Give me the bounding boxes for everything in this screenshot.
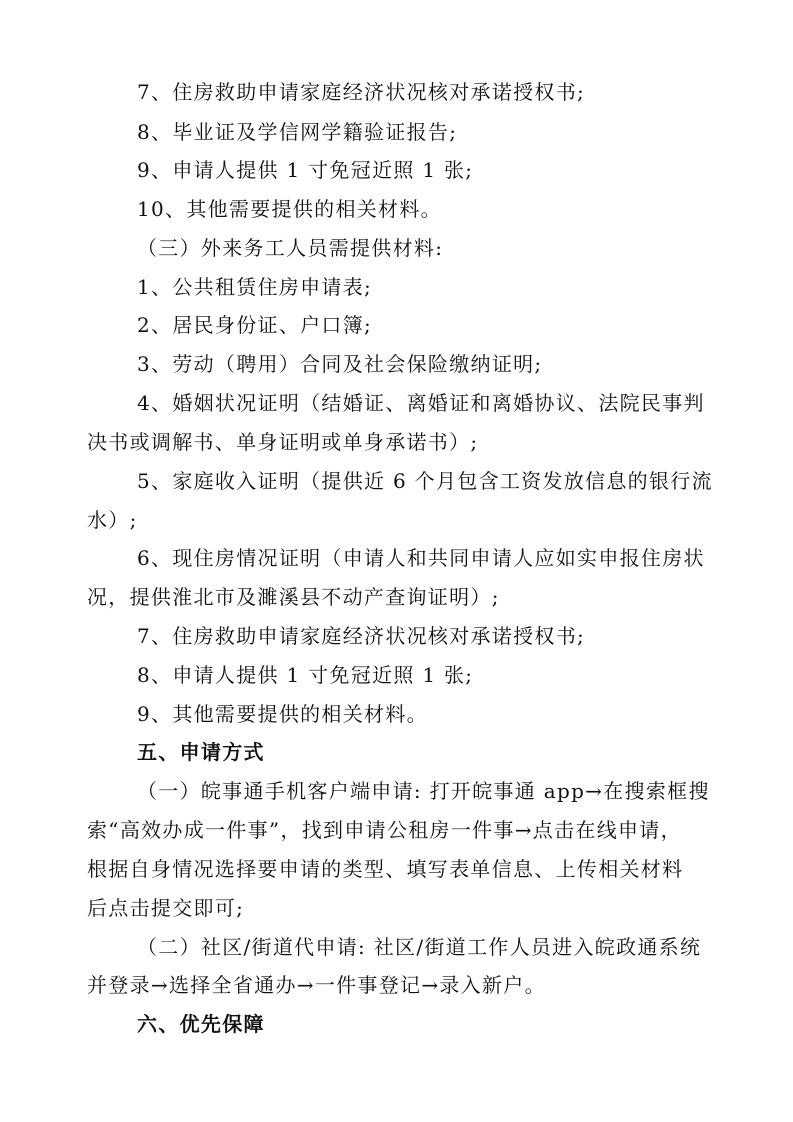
list-item: 10、其他需要提供的相关材料。 <box>137 197 442 221</box>
section-heading: 五、申请方式 <box>137 740 265 764</box>
list-item: 8、毕业证及学信网学籍验证报告; <box>137 120 458 144</box>
list-item: 7、住房救助申请家庭经济状况核对承诺授权书; <box>137 624 586 648</box>
list-item: 9、其他需要提供的相关材料。 <box>137 702 428 726</box>
section-heading: 六、优先保障 <box>137 1012 265 1036</box>
paragraph-line: 根据自身情况选择要申请的类型、填写表单信息、上传相关材料 <box>87 857 684 881</box>
paragraph-line: 索“高效办成一件事”，找到申请公租房一件事→点击在线申请， <box>87 818 682 842</box>
list-item: 3、劳动（聘用）合同及社会保险缴纳证明; <box>137 352 543 376</box>
paragraph-line: 并登录→选择全省通办→一件事登记→录入新户。 <box>87 973 546 997</box>
paragraph-line: 后点击提交即可; <box>87 896 245 920</box>
list-item: 2、居民身份证、户口簿; <box>137 313 373 337</box>
list-item: 8、申请人提供 1 寸免冠近照 1 张; <box>137 663 474 687</box>
list-item: 4、婚姻状况证明（结婚证、离婚证和离婚协议、法院民事判 <box>137 391 705 415</box>
paragraph-line: （一）皖事通手机客户端申请: 打开皖事通 app→在搜索框搜 <box>137 779 710 803</box>
list-item: 9、申请人提供 1 寸免冠近照 1 张; <box>137 158 474 182</box>
list-item: 6、现住房情况证明（申请人和共同申请人应如实申报住房状 <box>137 546 705 570</box>
list-item-continuation: 况，提供淮北市及濉溪县不动产查询证明）; <box>87 585 500 609</box>
section-subheading: （三）外来务工人员需提供材料: <box>137 236 444 260</box>
list-item: 5、家庭收入证明（提供近 6 个月包含工资发放信息的银行流 <box>137 469 713 493</box>
list-item: 1、公共租赁住房申请表; <box>137 275 373 299</box>
list-item: 7、住房救助申请家庭经济状况核对承诺授权书; <box>137 80 586 104</box>
list-item-continuation: 水）; <box>87 508 138 532</box>
paragraph-line: （二）社区/街道代申请: 社区/街道工作人员进入皖政通系统 <box>137 935 702 959</box>
list-item-continuation: 决书或调解书、单身证明或单身承诺书）; <box>87 430 479 454</box>
